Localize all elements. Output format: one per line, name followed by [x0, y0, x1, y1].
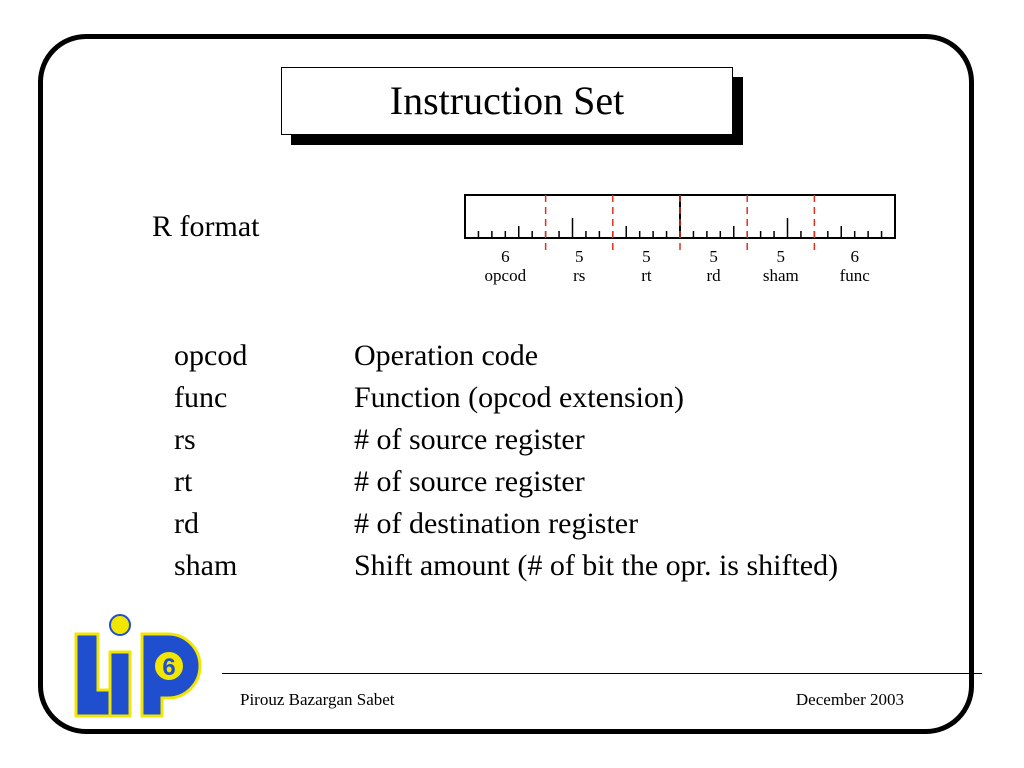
svg-text:6: 6: [162, 654, 176, 681]
field-name-label: sham: [762, 266, 799, 285]
field-name-label: func: [839, 266, 870, 285]
footer-date: December 2003: [795, 690, 904, 709]
field-bits-label: 6: [501, 247, 510, 266]
definition-row: [174, 545, 838, 587]
definition-desc: Function (opcod extension): [354, 381, 684, 414]
title-box: [281, 67, 733, 135]
footer-author: Pirouz Bazargan Sabet: [240, 690, 395, 709]
definition-desc: # of source register: [354, 465, 585, 498]
field-ruler: [455, 190, 915, 300]
format-label: R format: [152, 210, 260, 243]
definition-desc: # of source register: [354, 423, 585, 456]
slide-title: Instruction Set: [389, 78, 625, 123]
field-name-label: rt: [641, 266, 652, 285]
field-bits-label: 5: [776, 247, 786, 266]
definition-row: [174, 335, 838, 377]
footer-divider: [222, 673, 982, 674]
field-bits-label: 5: [709, 247, 718, 266]
definition-row: [174, 377, 838, 419]
field-bits-label: 6: [850, 247, 859, 266]
definition-term: rs: [174, 423, 196, 456]
field-bits-label: 5: [574, 247, 584, 266]
definition-term: func: [174, 381, 228, 414]
definition-desc: # of destination register: [354, 507, 639, 540]
definition-term: rt: [174, 465, 193, 498]
definition-term: sham: [174, 549, 238, 582]
field-bits-label: 5: [642, 247, 651, 266]
lip6-logo-icon: [70, 612, 205, 722]
definition-row: [174, 503, 838, 545]
field-name-label: rd: [706, 266, 721, 285]
definition-desc: Operation code: [354, 339, 539, 372]
definition-term: rd: [174, 507, 199, 540]
lip6-logo: [70, 612, 205, 722]
definition-term: opcod: [174, 339, 248, 372]
definition-row: [174, 419, 838, 461]
definitions-list: [174, 335, 838, 587]
instruction-format-diagram: [455, 190, 915, 300]
field-name-label: opcod: [484, 266, 527, 285]
definition-desc: Shift amount (# of bit the opr. is shifted): [354, 549, 839, 582]
definition-row: [174, 461, 838, 503]
field-name-label: rs: [573, 266, 586, 285]
